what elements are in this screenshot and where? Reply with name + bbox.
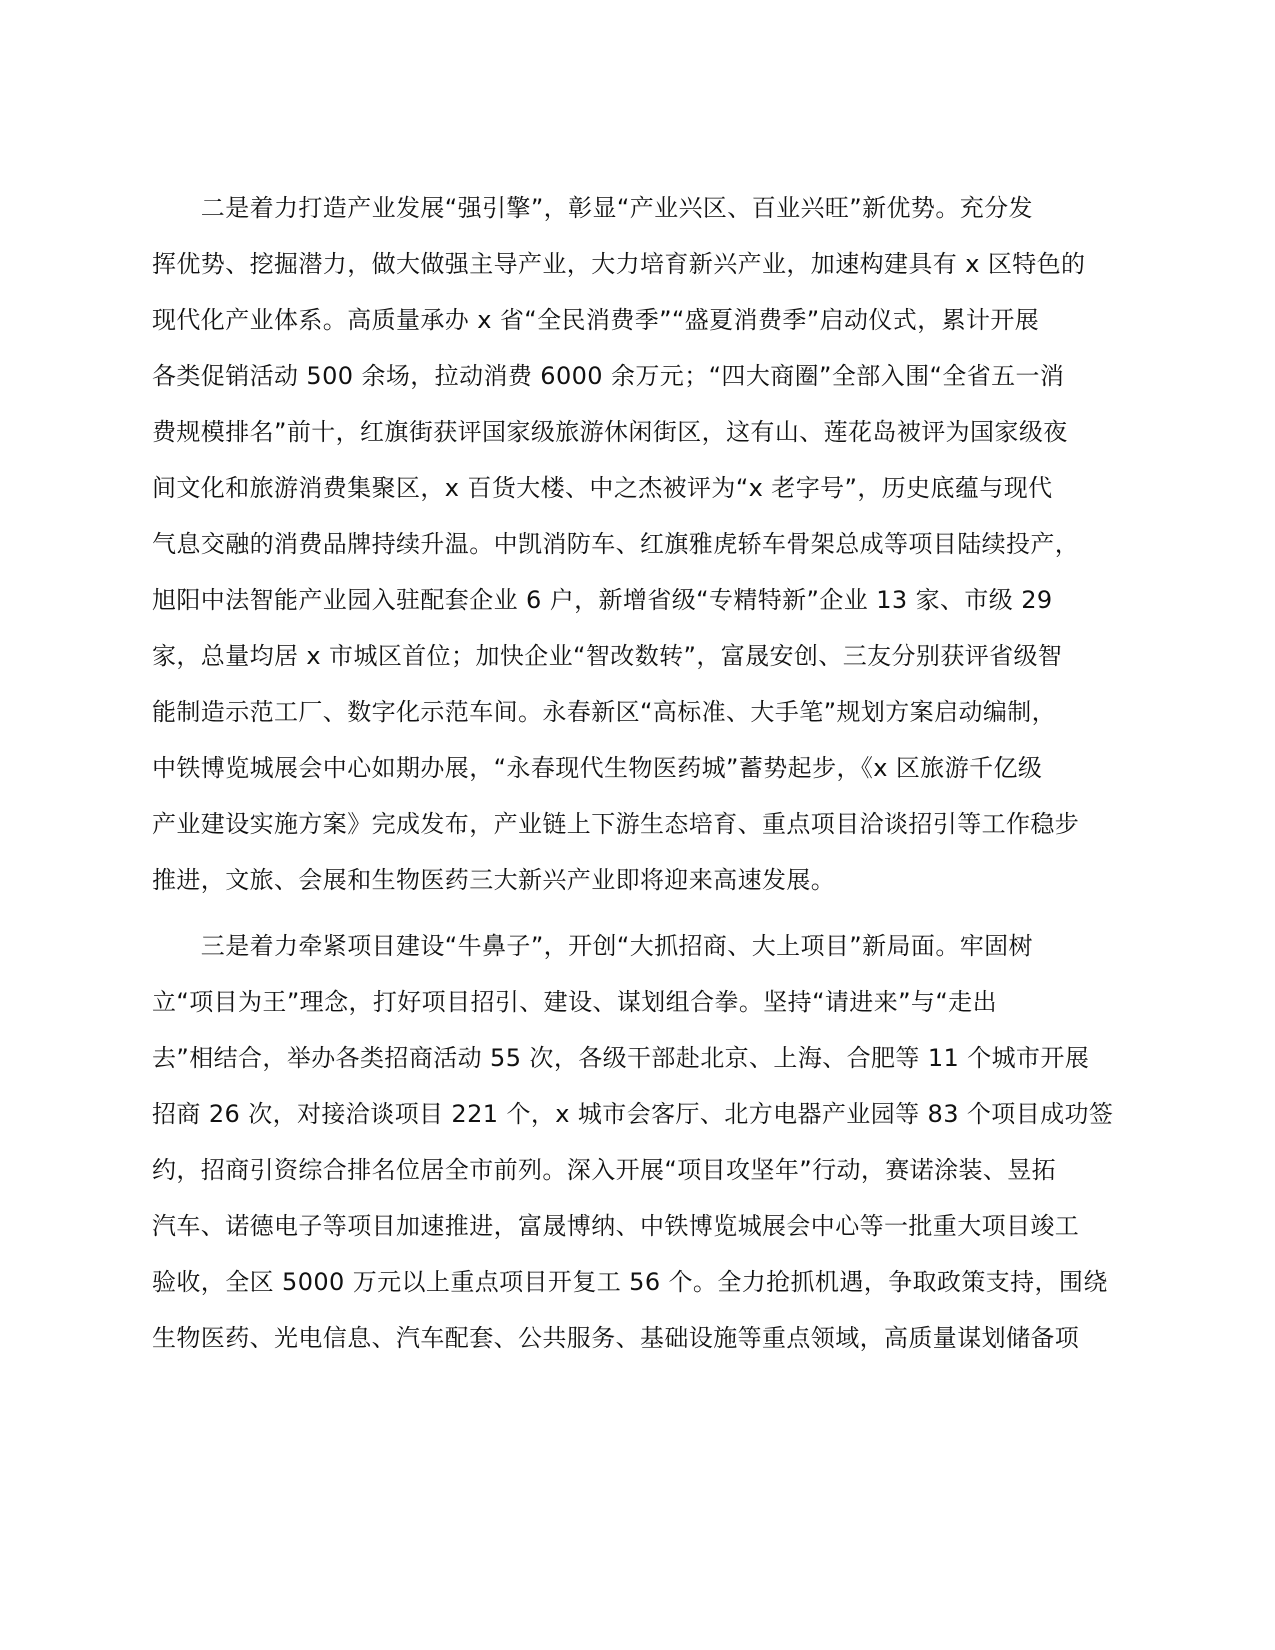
- paragraph-industry-development: [152, 180, 1100, 908]
- text-line: 生物医药、光电信息、汽车配套、公共服务、基础设施等重点领域，高质量谋划储备项: [152, 1324, 1080, 1352]
- text-line: 家，总量均居 x 市城区首位；加快企业“智改数转”，富晟安创、三友分别获评省级智: [152, 642, 1063, 670]
- text-line: 招商 26 次，对接洽谈项目 221 个，x 城市会客厅、北方电器产业园等 83 个项目成功签: [152, 1100, 1114, 1128]
- text-line: 各类促销活动 500 余场，拉动消费 6000 余万元；“四大商圈”全部入围“全省五一消: [152, 362, 1065, 390]
- text-line: 间文化和旅游消费集聚区，x 百货大楼、中之杰被评为“x 老字号”，历史底蕴与现代: [152, 474, 1053, 502]
- text-line: 去”相结合，举办各类招商活动 55 次，各级干部赴北京、上海、合肥等 11 个城市开展: [152, 1044, 1090, 1072]
- text-line: 汽车、诺德电子等项目加速推进，富晟博纳、中铁博览城展会中心等一批重大项目竣工: [152, 1212, 1080, 1240]
- text-line: 中铁博览城展会中心如期办展，“永春现代生物医药城”蓄势起步，《x 区旅游千亿级: [152, 754, 1043, 782]
- text-line: 立“项目为王”理念，打好项目招引、建设、谋划组合拳。坚持“请进来”与“走出: [152, 988, 997, 1016]
- text-line: 现代化产业体系。高质量承办 x 省“全民消费季”“盛夏消费季”启动仪式，累计开展: [152, 306, 1040, 334]
- text-line: 三是着力牵紧项目建设“牛鼻子”，开创“大抓招商、大上项目”新局面。牢固树: [152, 932, 1033, 960]
- text-line: 验收，全区 5000 万元以上重点项目开复工 56 个。全力抢抓机遇，争取政策支持，围绕: [152, 1268, 1108, 1296]
- text-line: 推进，文旅、会展和生物医药三大新兴产业即将迎来高速发展。: [152, 866, 836, 894]
- text-line: 约，招商引资综合排名位居全市前列。深入开展“项目攻坚年”行动，赛诺涂装、昱拓: [152, 1156, 1057, 1184]
- document-page: [152, 180, 1114, 1366]
- paragraph-project-construction: [152, 918, 1114, 1366]
- text-line: 产业建设实施方案》完成发布，产业链上下游生态培育、重点项目洽谈招引等工作稳步: [152, 810, 1080, 838]
- text-line: 能制造示范工厂、数字化示范车间。永春新区“高标准、大手笔”规划方案启动编制，: [152, 698, 1057, 726]
- text-line: 挥优势、挖掘潜力，做大做强主导产业，大力培育新兴产业，加速构建具有 x 区特色的: [152, 250, 1086, 278]
- text-line: 费规模排名”前十，红旗街获评国家级旅游休闲街区，这有山、莲花岛被评为国家级夜: [152, 418, 1068, 446]
- text-line: 二是着力打造产业发展“强引擎”，彰显“产业兴区、百业兴旺”新优势。充分发: [152, 194, 1033, 222]
- text-line: 气息交融的消费品牌持续升温。中凯消防车、红旗雅虎轿车骨架总成等项目陆续投产，: [152, 530, 1080, 558]
- text-line: 旭阳中法智能产业园入驻配套企业 6 户，新增省级“专精特新”企业 13 家、市级 29: [152, 586, 1053, 614]
